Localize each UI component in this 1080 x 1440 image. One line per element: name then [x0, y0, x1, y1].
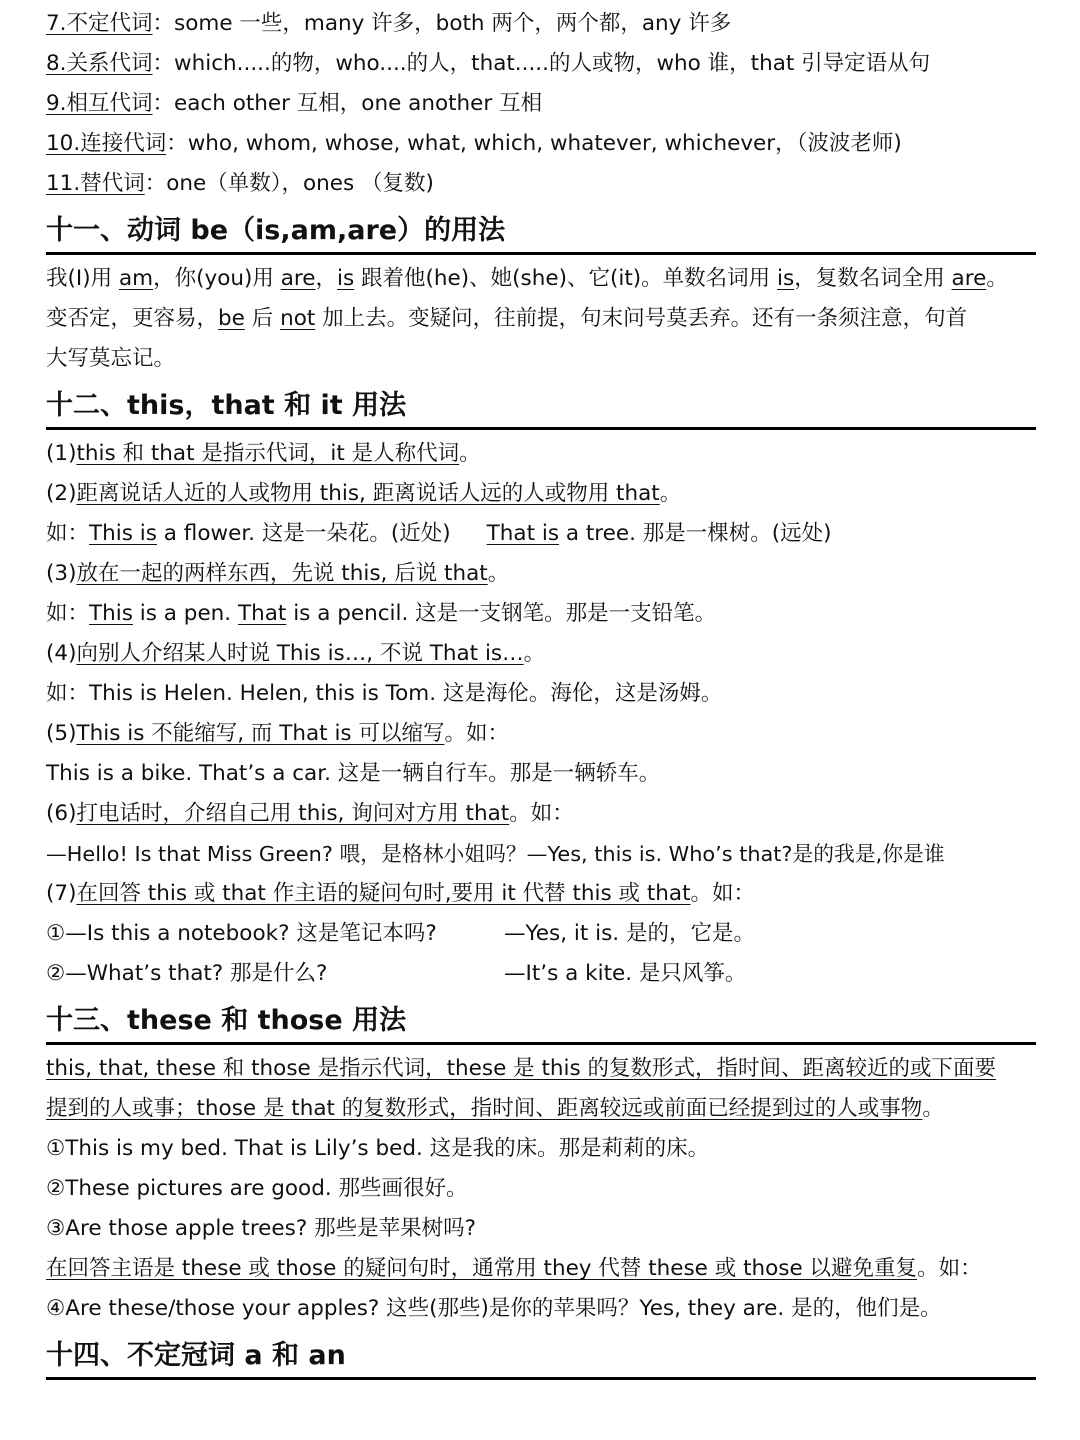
text-run: 。 [659, 481, 682, 506]
pronoun-item-7 [46, 4, 1036, 44]
text-run: 加上去。变疑问，往前提，句末问号莫丢弃。还有一条须注意，句首 [315, 306, 968, 331]
pronoun-item-10 [46, 124, 1036, 164]
section-13-example-2: ②These pictures are good. 那些画很好。 [46, 1176, 468, 1201]
rule-text: 在回答 this 或 that 作主语的疑问句时,要用 it 代替 this 或 that [76, 881, 691, 906]
rule-7-example-2 [46, 954, 1036, 994]
text-run: 。 [487, 561, 510, 586]
section-11-line-1 [46, 259, 1036, 299]
example-answer: —Yes, it is. 是的，它是。 [504, 921, 755, 946]
rule-number: (7) [46, 881, 77, 906]
text-run: 如： [46, 521, 90, 546]
pronoun-label: 10.连接代词 [46, 131, 167, 156]
rule-number: (6) [46, 801, 77, 826]
underlined-word: am [118, 266, 154, 291]
section-13-para-3 [46, 1249, 1036, 1289]
rule-text: 向别人介绍某人时说 This is…, 不说 That is… [76, 641, 524, 666]
underlined-word: not [280, 306, 316, 331]
rule-7-example-1 [46, 914, 1036, 954]
section-13-para-2 [46, 1089, 1036, 1129]
pronoun-text: ：who, whom, whose, what, which, whatever, whichever，（波波老师) [166, 131, 902, 156]
text-run: ，复数名词全用 [794, 266, 952, 291]
text-run: ， [315, 266, 337, 291]
underlined-word: That is [486, 521, 560, 546]
text-run: 。 [986, 266, 1008, 291]
underlined-word: That [237, 601, 287, 626]
pronoun-label: 11.替代词 [46, 171, 145, 196]
underlined-word: This [89, 601, 133, 626]
underlined-word: are [280, 266, 316, 291]
text-run: 如： [46, 601, 90, 626]
pronoun-text: ：one（单数），ones （复数) [144, 171, 434, 196]
text-run: is a pencil. 这是一支钢笔。那是一支铅笔。 [286, 601, 717, 626]
section-11-line-3: 大写莫忘记。 [46, 346, 176, 371]
pronoun-item-9 [46, 84, 1036, 124]
section-13-para-1 [46, 1049, 1036, 1089]
underlined-word: is [337, 266, 355, 291]
text-run: 后 [244, 306, 281, 331]
text-run: 变否定，更容易， [46, 306, 219, 331]
rule-number: (3) [46, 561, 77, 586]
rule-1 [46, 434, 1036, 474]
pronoun-label: 7.不定代词 [46, 11, 153, 36]
text-run: a tree. 那是一棵树。(远处) [559, 521, 832, 546]
underlined-word: is [777, 266, 795, 291]
section-13-heading: 十三、these 和 those 用法 [46, 1000, 1036, 1045]
rule-7 [46, 874, 1036, 914]
rule-number: (4) [46, 641, 77, 666]
rule-4 [46, 634, 1036, 674]
text-run: 。如： [509, 801, 574, 826]
pronoun-text: ：each other 互相，one another 互相 [152, 91, 543, 116]
text-run: is a pen. [132, 601, 238, 626]
pronoun-text: ：some 一些，many 许多，both 两个，两个都，any 许多 [152, 11, 732, 36]
example-question: ②—What’s that? 那是什么? [46, 961, 328, 986]
underlined-word: are [951, 266, 987, 291]
rule-6-example: —Hello! Is that Miss Green? 喂，是格林小姐吗？—Yes, this is. Who’s that?是的我是,你是谁 [46, 842, 945, 866]
text-run: 我(I)用 [46, 266, 119, 291]
underlined-word: This is [89, 521, 157, 546]
text-run: 跟着他(he)、她(she)、它(it)。单数名词用 [354, 266, 777, 291]
rule-text: 距离说话人近的人或物用 this, 距离说话人远的人或物用 that [76, 481, 660, 506]
text-run: 。如： [917, 1256, 982, 1281]
rule-2 [46, 474, 1036, 514]
pronoun-item-8 [46, 44, 1036, 84]
text-run: a flower. 这是一朵花。(近处) [156, 521, 451, 546]
underlined-text: 提到的人或事；those 是 that 的复数形式，指时间、距离较远或前面已经提到过的人或事物 [46, 1096, 923, 1121]
rule-text: 打电话时，介绍自己用 this, 询问对方用 that [76, 801, 510, 826]
rule-5 [46, 714, 1036, 754]
text-run: 。 [459, 441, 481, 466]
rule-4-example: 如：This is Helen. Helen, this is Tom. 这是海伦。海伦，这是汤姆。 [46, 681, 723, 706]
pronoun-item-11 [46, 164, 1036, 204]
example-question: ①—Is this a notebook? 这是笔记本吗? [46, 921, 437, 946]
rule-3-example [46, 594, 1036, 634]
rule-text: This is 不能缩写, 而 That is 可以缩写 [76, 721, 445, 746]
section-14-heading: 十四、不定冠词 a 和 an [46, 1335, 1036, 1380]
text-run: 。 [922, 1096, 944, 1121]
rule-6 [46, 794, 1036, 834]
underlined-text: this, that, these 和 those 是指示代词，these 是 this 的复数形式，指时间、距离较近的或下面要 [46, 1056, 997, 1081]
text-run: 。 [523, 641, 546, 666]
section-13-example-4: ④Are these/those your apples? 这些(那些)是你的苹果吗？Yes, they are. 是的，他们是。 [46, 1296, 942, 1321]
section-11-heading: 十一、动词 be（is,am,are）的用法 [46, 210, 1036, 255]
section-11-line-2 [46, 299, 1036, 339]
section-13-example-3: ③Are those apple trees? 那些是苹果树吗? [46, 1216, 477, 1241]
text-run: ，你(you)用 [153, 266, 281, 291]
underlined-word: be [218, 306, 245, 331]
underlined-text: 在回答主语是 these 或 those 的疑问句时，通常用 they 代替 these 或 those 以避免重复 [46, 1256, 918, 1281]
rule-3 [46, 554, 1036, 594]
rule-number: (2) [46, 481, 77, 506]
rule-5-example: This is a bike. That’s a car. 这是一辆自行车。那是一辆轿车。 [46, 761, 661, 786]
section-12-heading: 十二、this，that 和 it 用法 [46, 385, 1036, 430]
rule-text: 放在一起的两样东西，先说 this, 后说 that [76, 561, 488, 586]
document-content [46, 4, 1036, 1384]
text-run: 。如： [444, 721, 509, 746]
rule-2-example [46, 514, 1036, 554]
rule-text: this 和 that 是指示代词，it 是人称代词 [76, 441, 460, 466]
rule-number: (5) [46, 721, 77, 746]
pronoun-text: ：which.....的物，who....的人，that.....的人或物，who 谁，that 引导定语从句 [152, 51, 931, 76]
pronoun-label: 9.相互代词 [46, 91, 153, 116]
example-answer: —It’s a kite. 是只风筝。 [504, 961, 747, 986]
rule-number: (1) [46, 441, 77, 466]
pronoun-label: 8.关系代词 [46, 51, 153, 76]
text-run: 。如： [690, 881, 756, 906]
section-13-example-1: ①This is my bed. That is Lily’s bed. 这是我的床。那是莉莉的床。 [46, 1136, 710, 1161]
